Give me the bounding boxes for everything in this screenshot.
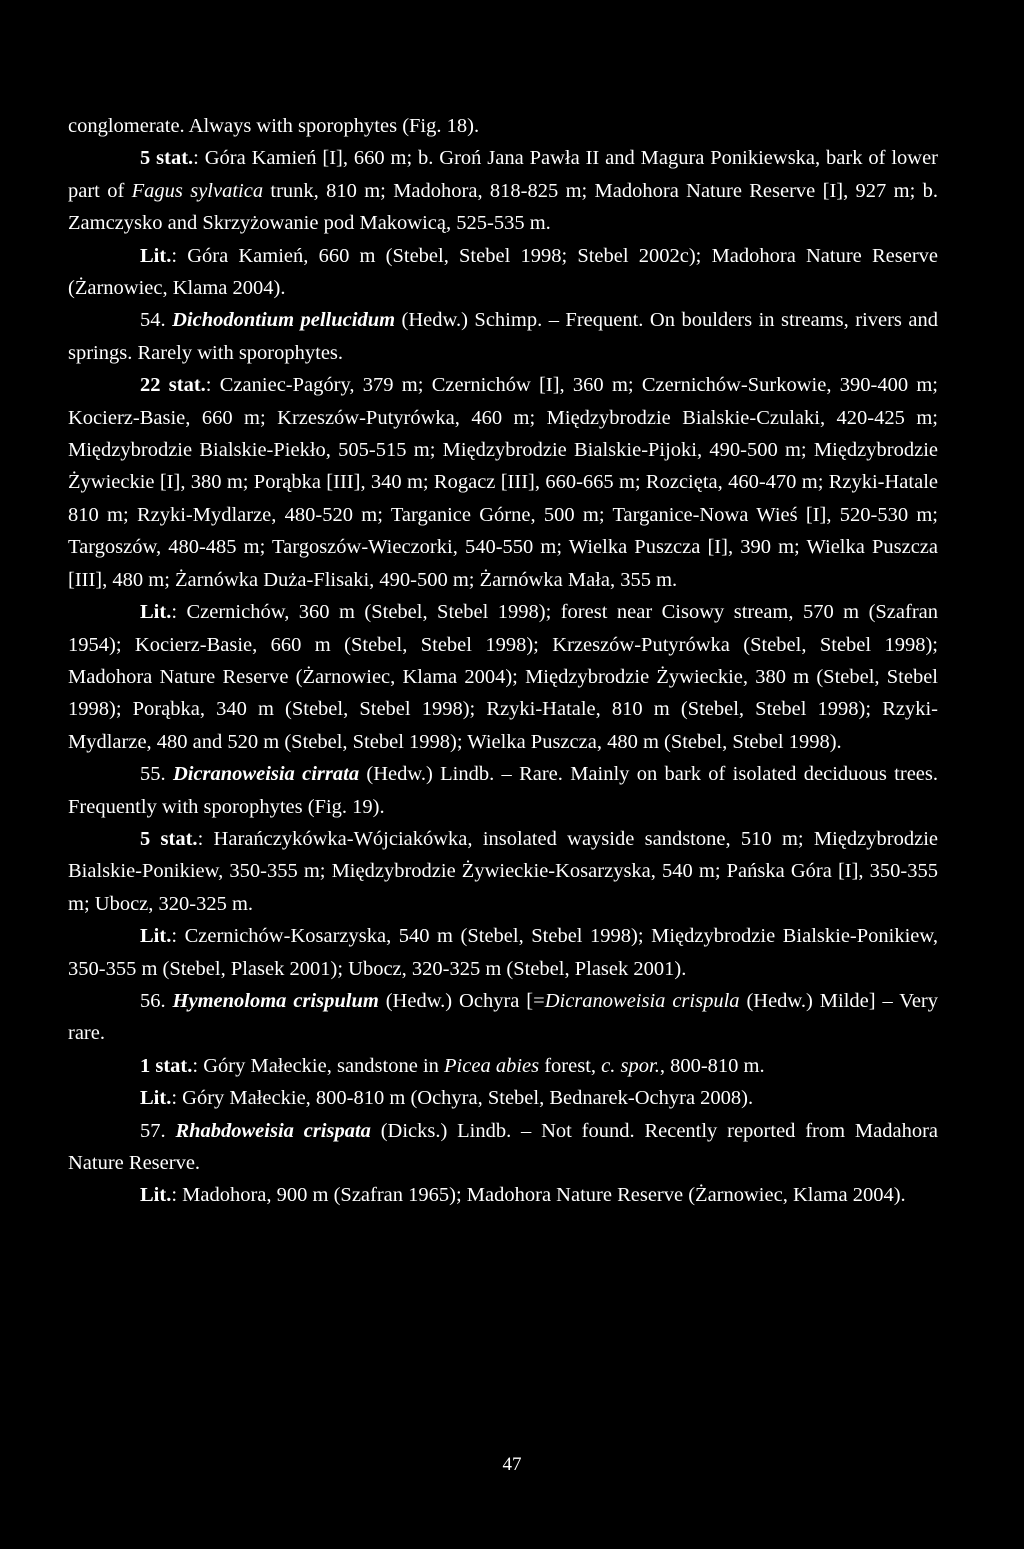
body-text: : Czernichów, 360 m (Stebel, Stebel 1998); forest near Cisowy stream, 570 m (Szafran 1954); Kocierz-Basie, 660 m (Stebel, Stebel 1998); Krzeszów-Putyrówka (Stebel, Stebel 1998); Madohora Nature Reserve (Żarnowiec, Klama 2004); Międzybrodzie Żywieckie, 380 m (Stebel, Stebel 1998); Porąbka, 340 m (Stebel, Stebel 1998); Rzyki-Hatale, 810 m (Stebel, Stebel 1998); Rzyki-Mydlarze, 480 and 520 m (Stebel, Stebel 1998); Wielka Puszcza, 480 m (Stebel, Stebel 1998). [68,601,938,753]
paragraph [68,1082,938,1114]
paragraph [68,985,938,1050]
paragraph [68,920,938,985]
body-text: forest, [539,1054,602,1077]
paragraph [68,1179,938,1211]
paragraph [68,142,938,239]
body-text: (Dicks.) Lindb. – Not found. Recently reported from Madahora Nature Reserve. [68,1119,938,1174]
label-text: Lit. [140,1087,172,1110]
page-body [68,110,938,1212]
page-number: 47 [502,1454,522,1475]
italic-text: Fagus sylvatica [131,179,264,202]
body-text: 55. [140,763,173,786]
label-text: Lit. [140,1184,172,1207]
body-text: 57. [140,1119,176,1142]
label-text: 1 stat. [140,1054,193,1077]
body-text: 54. [140,309,173,332]
paragraph [68,596,938,758]
body-text: : Czaniec-Pagóry, 379 m; Czernichów [I], 360 m; Czernichów-Surkowie, 390-400 m; Kocierz-Basie, 660 m; Krzeszów-Putyrówka, 460 m; Międzybrodzie Bialskie-Czulaki, 420-425 m; Międzybrodzie Bialskie-Piekło, 505-515 m; Międzybrodzie Bialskie-Pijoki, 490-500 m; Międzybrodzie Żywieckie [I], 380 m; Porąbka [III], 340 m; Rogacz [III], 660-665 m; Rozcięta, 460-470 m; Rzyki-Hatale 810 m; Rzyki-Mydlarze, 480-520 m; Targanice Górne, 500 m; Targanice-Nowa Wieś [I], 520-530 m; Targoszów, 480-485 m; Targoszów-Wieczorki, 540-550 m; Wielka Puszcza [I], 390 m; Wielka Puszcza [III], 480 m; Żarnówka Duża-Flisaki, 490-500 m; Żarnówka Mała, 355 m. [68,374,938,591]
paragraph [68,823,938,920]
body-text: (Hedw.) Schimp. – Frequent. On boulders in streams, rivers and springs. Rarely with sporophytes. [68,309,939,364]
body-text: 56. [140,989,173,1012]
body-text: (Hedw.) Milde] – Very rare. [68,989,938,1045]
label-text: 5 stat. [140,827,198,850]
paragraph [68,304,938,369]
paragraph [68,240,938,305]
body-text: trunk, 810 m; Madohora, 818-825 m; Madohora Nature Reserve [I], 927 m; b. Zamczysko and Skrzyżowanie pod Makowicą, 525-535 m. [68,179,938,235]
body-text: , 800-810 m. [659,1054,765,1077]
body-text: : Czernichów-Kosarzyska, 540 m (Stebel, Stebel 1998); Międzybrodzie Bialskie-Ponikiew, 350-355 m (Stebel, Plasek 2001); Ubocz, 320-325 m (Stebel, Plasek 2001). [68,925,938,980]
italic-text: Dicranoweisia crispula [544,989,740,1012]
body-text: : Góra Kamień, 660 m (Stebel, Stebel 1998; Stebel 2002c); Madohora Nature Reserve (Żarnowiec, Klama 2004). [68,244,938,300]
species-name: Dichodontium pellucidum [172,309,396,332]
species-name: Dicranoweisia cirrata [172,763,360,786]
body-text: (Hedw.) Ochyra [= [378,989,545,1012]
paragraph [68,110,938,142]
paragraph [68,1115,938,1180]
label-text: Lit. [140,244,172,267]
body-text: (Hedw.) Lindb. – Rare. Mainly on bark of isolated deciduous trees. Frequently with sporophytes (Fig. 19). [68,763,938,818]
body-text: conglomerate. Always with sporophytes (Fig. 18). [68,115,480,137]
italic-text: Picea abies [444,1054,540,1077]
paragraph [68,758,938,823]
species-name: Rhabdoweisia crispata [175,1119,371,1142]
body-text: : Góry Małeckie, sandstone in [192,1054,445,1077]
italic-text: c. spor. [601,1054,660,1077]
body-text: : Góry Małeckie, 800-810 m (Ochyra, Stebel, Bednarek-Ochyra 2008). [171,1087,754,1110]
label-text: 5 stat. [140,147,194,170]
species-name: Hymenoloma crispulum [172,989,379,1012]
body-text: : Madohora, 900 m (Szafran 1965); Madohora Nature Reserve (Żarnowiec, Klama 2004). [171,1184,906,1207]
label-text: Lit. [140,601,172,624]
paragraph [68,369,938,596]
paragraph [68,1050,938,1082]
body-text: : Harańczykówka-Wójciakówka, insolated wayside sandstone, 510 m; Międzybrodzie Bialskie-Ponikiew, 350-355 m; Międzybrodzie Żywieckie-Kosarzyska, 540 m; Pańska Góra [I], 350-355 m; Ubocz, 320-325 m. [68,827,938,915]
body-text: : Góra Kamień [I], 660 m; b. Groń Jana Pawła II and Magura Ponikiewska, bark of lower part of [68,147,938,202]
label-text: Lit. [140,925,172,948]
label-text: 22 stat. [140,374,206,397]
